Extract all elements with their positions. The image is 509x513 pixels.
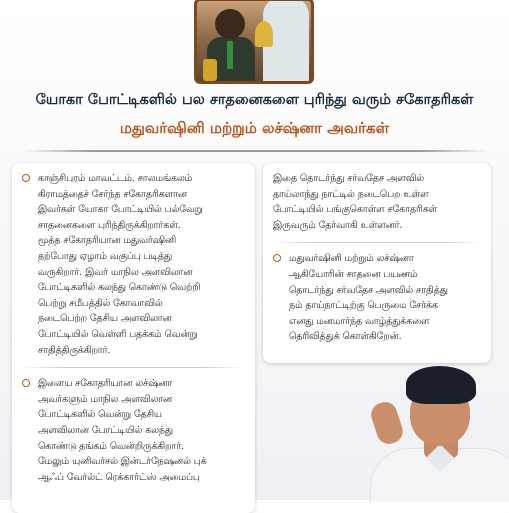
circle-bullet-icon [22,174,30,182]
younger-sister-head [215,9,245,39]
right-text-card [263,163,491,363]
paragraph-divider [273,242,481,243]
sisters-photo [194,0,314,84]
leader-portrait [352,362,509,502]
paragraph-lakshna: இளைய சகோதரியான லச்ஷ்னா அவர்களும் மாநில அளவிலான போட்டிகளில் வென்று தேசிய அளவிலான போட்டியில் கலந்து கொண்டு தங்கம் வென்றிருக்கிறார். மேலும் யுனிவர்சல் இன்டர்நேஷனல் புக் ஆஃப் வேர்ல்ட் ரெக்கார்ட்ஸ் அமைப்பு [38,378,207,483]
portrait-hair [406,366,476,404]
paragraph-madhuvarshini: காஞ்சிபுரம் மாவட்டம். சாலமங்கலம் கிராமத்தைச் சேர்ந்த சகோதரிகளான இவர்கள் யோகா போட்டியில் பல்வேறு சாதனைகளை புரிந்திருக்கிறார்கள். மூத்த சகோதரியான மதுவர்ஷினி தற்போது ஏழாம் வகுப்பு படித்து வருகிறார். இவர் மாநில அளவிலான போட்டிகளில் கலந்து கொண்டு வெற்றி பெற்று சமீபத்தில் கோவாவில் நடைபெற்ற தேசிய அளவிலான போட்டியில் வெள்ளி பதக்கம் வென்று சாதித்திருக்கிறார். [38,173,203,356]
medal-ribbon [227,41,233,69]
circle-bullet-icon [273,254,281,262]
paragraph-international-selection: இதை தொடர்ந்து சர்வதேச அளவில் தாய்லாந்து நாட்டில் நடைபெற உள்ள போட்டியில் பங்குகொள்ள சகோதரிகள் இருவரும் தேர்வாகி உள்ளனர். [273,173,438,231]
subheadline-names: மதுவர்ஷினி மற்றும் லச்ஷ்னா அவர்கள் [119,119,390,137]
trophy-icon [203,59,217,81]
list-item [273,251,481,345]
list-item [22,376,245,485]
paragraph-divider [22,367,245,368]
headline: யோகா போட்டிகளில் பல சாதனைகளை புரிந்து வரும் சகோதரிகள் [35,92,474,108]
paragraph-wishes: மதுவர்ஷினி மற்றும் லச்ஷ்னா ஆகியோரின் சாதனை பயணம் தொடர்ந்து சர்வதேச அளவில் சாதித்து நம் தாய்நாட்டிற்கு பெருமை சேர்க்க எனது மனமார்ந்த வாழ்த்துக்களை தெரிவித்துக் கொள்கிறேன். [289,253,448,343]
portrait-hand [368,399,406,447]
list-item [273,171,481,233]
header-divider [22,150,490,152]
circle-bullet-icon [22,379,30,387]
left-text-card [12,163,255,513]
trophy-icon [255,21,273,47]
list-item [22,171,245,358]
